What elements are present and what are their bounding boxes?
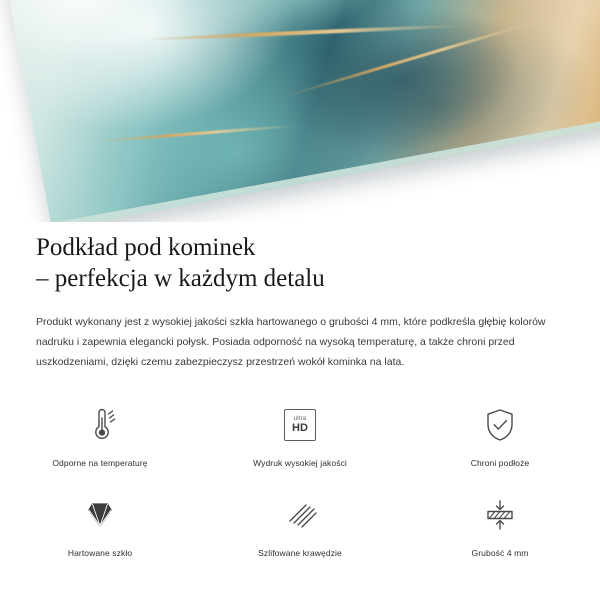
page-title <box>0 222 600 294</box>
headline-line-1: Podkład pod kominek <box>36 234 256 261</box>
hero-image <box>0 0 600 222</box>
feature-item-thickness <box>400 488 600 578</box>
feature-label: Grubość 4 mm <box>471 548 529 558</box>
ultra-hd-icon <box>277 402 323 448</box>
thickness-arrows-icon <box>477 492 523 538</box>
feature-label: Hartowane szkło <box>67 548 133 558</box>
ultra-hd-badge-bottom: HD <box>292 422 308 434</box>
thermometer-icon <box>77 402 123 448</box>
feature-item-print-quality <box>200 398 400 488</box>
feature-label: Szlifowane krawędzie <box>258 548 342 558</box>
sparkle-icon <box>518 160 564 206</box>
polished-edge-icon <box>277 492 323 538</box>
feature-label: Chroni podłoże <box>470 458 530 468</box>
feature-item-polished-edges <box>200 488 400 578</box>
feature-label: Wydruk wysokiej jakości <box>253 458 347 468</box>
headline-line-2: – perfekcja w każdym detalu <box>36 265 325 292</box>
feature-item-temperature <box>0 398 200 488</box>
feature-grid <box>0 398 600 578</box>
feature-item-surface-protection <box>400 398 600 488</box>
glass-thickness-edge <box>0 0 600 222</box>
text-content <box>0 222 600 372</box>
diamond-icon <box>77 492 123 538</box>
shield-check-icon <box>477 402 523 448</box>
description-paragraph: Produkt wykonany jest z wysokiej jakości szkła hartowanego o grubości 4 mm, które podkreśla głębię kolorów nadruku i zapewnia elegancki połysk. Posiada odporność na wysoką temperaturę, a także chroni przed uszkodzeniami, dzięki czemu zabezpieczysz przestrzeń wokół kominka na lata. <box>36 316 546 368</box>
feature-label: Odporne na temperaturę <box>52 458 148 468</box>
ultra-hd-badge-top: ultra <box>293 416 307 422</box>
sparkle-icon <box>556 176 584 204</box>
feature-item-tempered-glass <box>0 488 200 578</box>
